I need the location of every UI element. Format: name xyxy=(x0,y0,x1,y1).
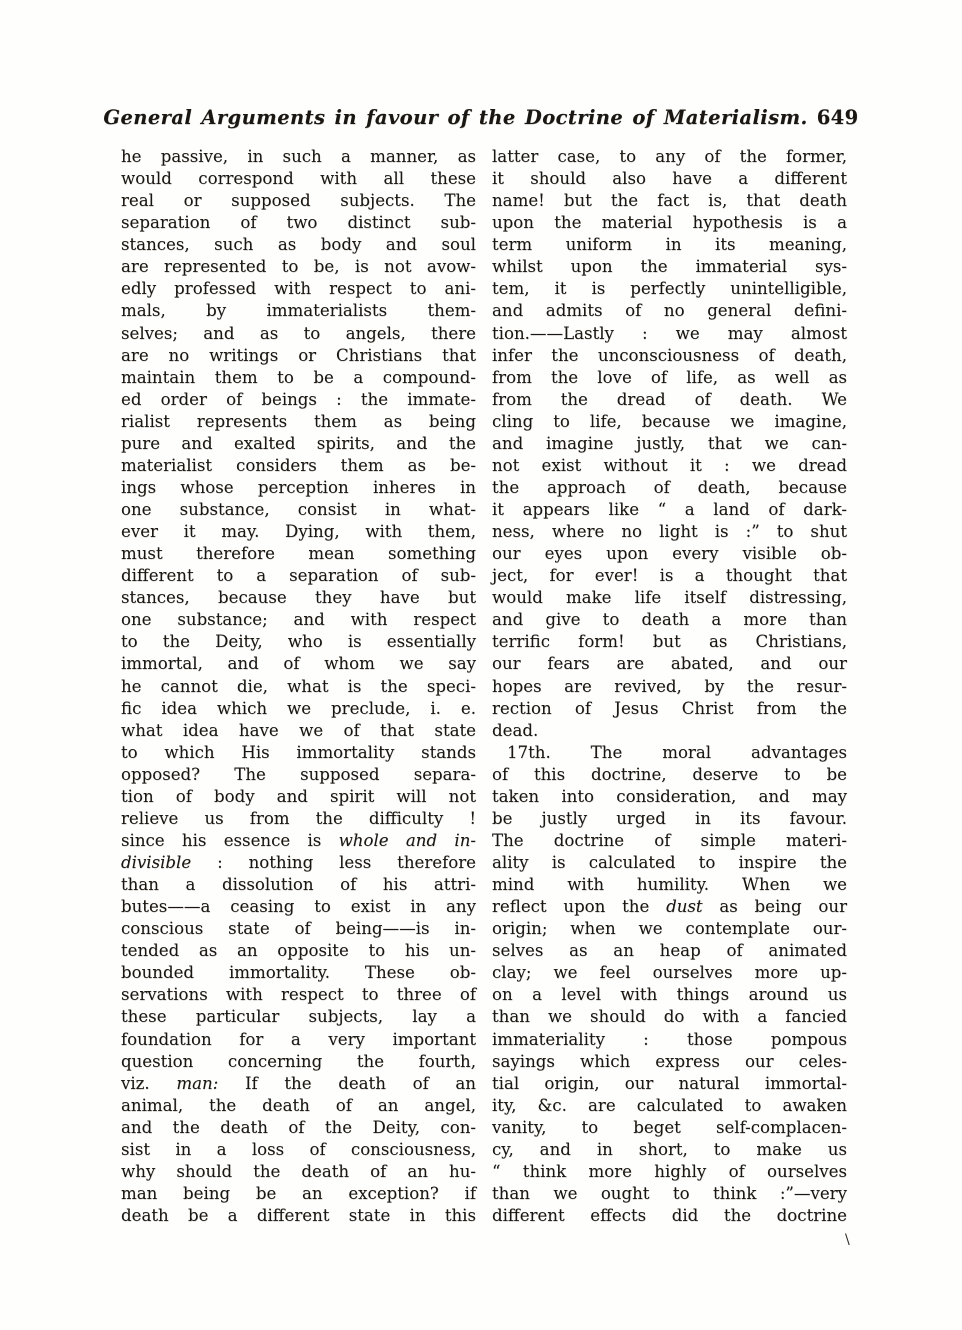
text-line: tion of body and spirit will not xyxy=(121,786,476,806)
page-title: General Arguments in favour of the Doctrine of Materialism. xyxy=(103,106,808,129)
text-line: from the dread of death. We xyxy=(492,389,847,409)
text-line: opposed? The supposed separa- xyxy=(121,764,476,784)
text-line: ed order of beings : the immate- xyxy=(121,389,476,409)
text-line: name! but the fact is, that death xyxy=(492,191,847,211)
text-line: these particular subjects, lay a xyxy=(121,1007,476,1027)
text-line: ject, for ever! is a thought that xyxy=(492,566,847,586)
text-line: taken into consideration, and may xyxy=(492,786,847,806)
text-line: viz. man: If the death of an xyxy=(121,1073,476,1093)
text-line: rection of Jesus Christ from the xyxy=(492,698,847,718)
text-line: ality is calculated to inspire the xyxy=(492,853,847,872)
text-column-left xyxy=(121,146,476,1227)
text-line: origin; when we contemplate our- xyxy=(492,919,847,939)
text-line: what idea have we of that state xyxy=(121,720,476,740)
text-line: hopes are revived, by the resur- xyxy=(492,676,847,696)
text-line: clay; we feel ourselves more up- xyxy=(492,963,847,983)
two-column-text-block xyxy=(121,146,847,1227)
text-line: maintain them to be a compound- xyxy=(121,367,476,387)
text-line: “ think more highly of ourselves xyxy=(492,1161,847,1181)
text-line: not exist without it : we dread xyxy=(492,455,847,475)
text-line: cy, and in short, to make us xyxy=(492,1139,847,1159)
text-line: tion.——Lastly : we may almost xyxy=(492,323,847,343)
text-line: he passive, in such a manner, as xyxy=(121,147,476,166)
text-line: why should the death of an hu- xyxy=(121,1161,476,1181)
text-line: tial origin, our natural immortal- xyxy=(492,1073,847,1093)
text-line: would make life itself distressing, xyxy=(492,588,847,608)
text-line: from the love of life, as well as xyxy=(492,367,847,387)
text-line: sist in a loss of consciousness, xyxy=(121,1139,476,1159)
text-line: sayings which express our celes- xyxy=(492,1051,847,1071)
text-line: materialist considers them as be- xyxy=(121,455,476,475)
text-line: selves as an heap of animated xyxy=(492,941,847,961)
text-line: upon the material hypothesis is a xyxy=(492,213,847,233)
text-line: butes——a ceasing to exist in any xyxy=(121,897,476,917)
text-line: foundation for a very important xyxy=(121,1029,476,1049)
text-line: it should also have a different xyxy=(492,169,847,189)
text-line: animal, the death of an angel, xyxy=(121,1095,476,1115)
page-number: 649 xyxy=(816,106,859,129)
text-line: and give to death a more than xyxy=(492,610,847,630)
text-line: are represented to be, is not avow- xyxy=(121,257,476,277)
text-line: ever it may. Dying, with them, xyxy=(121,522,476,542)
text-line: selves; and as to angels, there xyxy=(121,323,476,343)
text-line: on a level with things around us xyxy=(492,985,847,1005)
text-line: rialist represents them as being xyxy=(121,411,476,431)
text-line: pure and exalted spirits, and the xyxy=(121,433,476,453)
text-line: than a dissolution of his attri- xyxy=(121,875,476,895)
text-line: fic idea which we preclude, i. e. xyxy=(121,698,476,718)
text-line: cling to life, because we imagine, xyxy=(492,411,847,431)
text-line: the approach of death, because xyxy=(492,477,847,497)
text-column-right xyxy=(492,146,847,1227)
text-line: it appears like “ a land of dark- xyxy=(492,500,847,519)
text-line: mals, by immaterialists them- xyxy=(121,301,476,321)
text-line: to which His immortality stands xyxy=(121,742,476,762)
running-header xyxy=(100,106,862,129)
text-line: terrific form! but as Christians, xyxy=(492,632,847,652)
text-line: reflect upon the dust as being our xyxy=(492,897,847,917)
text-line: latter case, to any of the former, xyxy=(492,147,847,166)
text-line: one substance, consist in what- xyxy=(121,500,476,519)
text-line: term uniform in its meaning, xyxy=(492,235,847,255)
text-line: relieve us from the difficulty ! xyxy=(121,808,476,828)
text-line: different effects did the doctrine xyxy=(492,1206,847,1225)
text-line: conscious state of being——is in- xyxy=(121,919,476,939)
text-line: stances, because they have but xyxy=(121,588,476,608)
text-line: since his essence is whole and in- xyxy=(121,830,476,850)
text-line: vanity, to beget self-complacen- xyxy=(492,1117,847,1137)
catchword-mark: \ xyxy=(845,1232,850,1248)
text-line: and the death of the Deity, con- xyxy=(121,1117,476,1137)
text-line: than we should do with a fancied xyxy=(492,1007,847,1027)
text-line: must therefore mean something xyxy=(121,544,476,564)
text-line: edly professed with respect to ani- xyxy=(121,279,476,299)
text-line: would correspond with all these xyxy=(121,169,476,189)
text-line: ness, where no light is :” to shut xyxy=(492,522,847,542)
text-line: and imagine justly, that we can- xyxy=(492,433,847,453)
text-line: death be a different state in this xyxy=(121,1206,476,1225)
text-line: whilst upon the immaterial sys- xyxy=(492,257,847,277)
text-line: of this doctrine, deserve to be xyxy=(492,764,847,784)
text-line: one substance; and with respect xyxy=(121,610,476,630)
text-line: The doctrine of simple materi- xyxy=(492,830,847,850)
text-line: immortal, and of whom we say xyxy=(121,654,476,674)
text-line: stances, such as body and soul xyxy=(121,235,476,255)
text-line: than we ought to think :”—very xyxy=(492,1183,847,1203)
text-line: 17th. The moral advantages xyxy=(507,742,847,762)
text-line: dead. xyxy=(492,720,539,740)
text-line: divisible : nothing less therefore xyxy=(121,853,476,872)
text-line: our eyes upon every visible ob- xyxy=(492,544,847,564)
text-line: different to a separation of sub- xyxy=(121,566,476,586)
text-line: separation of two distinct sub- xyxy=(121,213,476,233)
text-line: bounded immortality. These ob- xyxy=(121,963,476,983)
text-line: infer the unconsciousness of death, xyxy=(492,345,847,365)
text-line: ity, &c. are calculated to awaken xyxy=(492,1095,847,1115)
text-line: to the Deity, who is essentially xyxy=(121,632,476,652)
text-line: and admits of no general defini- xyxy=(492,301,847,321)
text-line: mind with humility. When we xyxy=(492,875,847,895)
text-line: real or supposed subjects. The xyxy=(121,191,476,211)
text-line: immateriality : those pompous xyxy=(492,1029,847,1049)
text-line: tended as an opposite to his un- xyxy=(121,941,476,961)
text-line: be justly urged in its favour. xyxy=(492,808,847,828)
text-line: tem, it is perfectly unintelligible, xyxy=(492,279,847,299)
text-line: man being be an exception? if xyxy=(121,1183,476,1203)
text-line: question concerning the fourth, xyxy=(121,1051,476,1071)
text-line: servations with respect to three of xyxy=(121,985,476,1005)
text-line: he cannot die, what is the speci- xyxy=(121,676,476,696)
text-line: are no writings or Christians that xyxy=(121,345,476,365)
text-line: ings whose perception inheres in xyxy=(121,477,476,497)
text-line: our fears are abated, and our xyxy=(492,654,847,674)
